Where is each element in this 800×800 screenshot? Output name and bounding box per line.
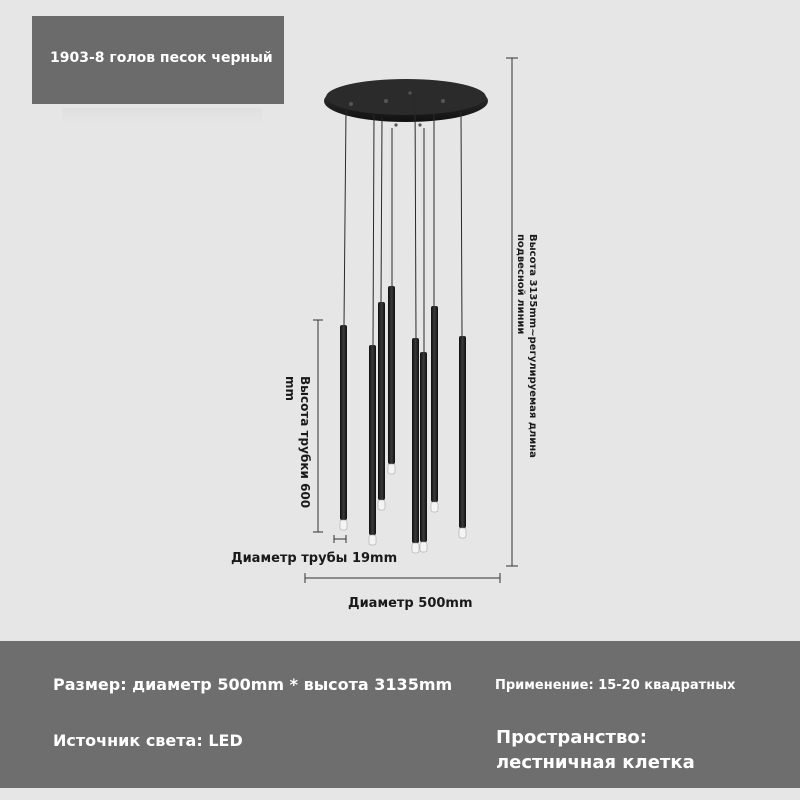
pendant-tube <box>420 352 427 552</box>
specifications-panel <box>0 641 800 800</box>
pendant-tube <box>459 336 466 538</box>
tube-height-label-2: mm <box>283 376 297 402</box>
pendant-tube <box>378 302 385 510</box>
tube-diameter-marker <box>334 535 346 543</box>
suspension-wires <box>344 90 462 352</box>
pendant-tube <box>388 286 395 474</box>
height-label-1: Высота 3135mm~регулируемая длина <box>527 234 538 458</box>
pendant-tube <box>369 345 376 545</box>
spec-space-line-1: Пространство: <box>496 727 647 748</box>
diameter-label: Диаметр 500mm <box>348 596 473 611</box>
diameter-dimension-line <box>305 573 500 583</box>
tube-diameter-label: Диаметр трубы 19mm <box>231 551 398 566</box>
pendant-tube <box>412 338 419 553</box>
spec-application: Применение: 15-20 квадратных <box>495 678 736 693</box>
spec-size: Размер: диаметр 500mm * высота 3135mm <box>53 675 453 694</box>
pendant-tube <box>431 306 438 512</box>
spec-space-line-2: лестничная клетка <box>496 752 695 773</box>
tube-height-dimension-line <box>313 320 323 532</box>
bottom-strip <box>0 788 800 800</box>
pendant-tube <box>340 325 347 530</box>
model-label: 1903-8 голов песок черный <box>50 50 273 66</box>
height-label-2: подвесной линии <box>515 234 526 335</box>
spec-light-source: Источник света: LED <box>53 731 243 750</box>
pendant-tubes <box>340 286 466 553</box>
ceiling-canopy <box>324 79 488 127</box>
spec-space <box>496 725 756 775</box>
tube-height-label-1: Высота трубки 600 <box>298 376 312 509</box>
